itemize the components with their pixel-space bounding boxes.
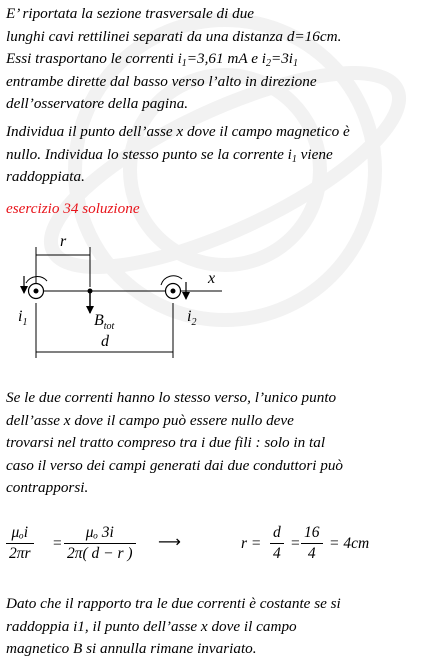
question-line: raddoppiata. xyxy=(6,168,85,186)
i2-label: $i_2$ xyxy=(187,308,197,328)
problem-statement xyxy=(6,3,442,116)
lhs-numerator: μₒi xyxy=(11,524,29,541)
solution-equation xyxy=(0,515,444,575)
conclusion-paragraph xyxy=(6,593,442,661)
implies-arrow: ⟶ xyxy=(158,532,181,551)
explanation-paragraph xyxy=(6,387,442,500)
r-equals: r = xyxy=(241,535,262,552)
solution-title: esercizio 34 soluzione xyxy=(6,200,140,217)
problem-line: =3i xyxy=(270,50,294,68)
equals-sign: = xyxy=(52,535,63,552)
problem-line: dell’osservatore della pagina. xyxy=(6,95,189,113)
explanation-line: trovarsi nel tratto compreso tra i due fili : solo in tal xyxy=(6,434,326,452)
fraction-numerator: 16 xyxy=(304,524,320,541)
d-over-4-fraction xyxy=(270,523,284,564)
explanation-line: dell’asse x dove il campo può essere nullo deve xyxy=(6,411,294,429)
subscript: 2 xyxy=(265,58,271,70)
explanation-line: Se le due correnti hanno lo stesso verso, l’unico punto xyxy=(6,389,337,406)
question-line: viene xyxy=(296,145,333,163)
lhs-fraction xyxy=(6,523,34,564)
problem-line: =3,61 mA e i xyxy=(186,50,266,68)
rhs-fraction xyxy=(64,523,136,564)
problem-line: E’ riportata la sezione trasversale di due xyxy=(6,5,255,22)
fraction-denominator: 4 xyxy=(307,545,316,562)
b-total-label: $B_{tot}$ xyxy=(94,312,115,332)
conclusion-line: raddoppia i1, il punto dell’asse x dove il campo xyxy=(6,617,297,635)
x-axis-label: x xyxy=(208,270,216,287)
question-line: Individua il punto dell’asse x dove il campo magnetico è xyxy=(6,123,350,140)
fraction-denominator: 4 xyxy=(273,545,281,562)
fraction-numerator: d xyxy=(273,524,281,541)
distance-value: d=16cm. xyxy=(286,27,342,45)
d-label: d xyxy=(101,333,109,350)
conclusion-line: magnetico B si annulla rimane invariato. xyxy=(6,640,257,658)
rhs-denominator: 2π( d − r ) xyxy=(67,545,133,562)
problem-line: entrambe dirette dal basso verso l’alto in direzione xyxy=(6,72,317,90)
rhs-numerator: μₒ 3i xyxy=(85,524,114,541)
problem-line: Essi trasportano le correnti i xyxy=(6,50,182,68)
equals-sign: = xyxy=(290,535,301,552)
conclusion-line: Dato che il rapporto tra le due correnti è costante se si xyxy=(6,595,341,612)
equation-result: = 4cm xyxy=(329,535,370,552)
i1-label: $i_1$ xyxy=(18,308,28,328)
wires-diagram xyxy=(0,225,444,365)
explanation-line: caso il verso dei campi generati dai due conduttori può xyxy=(6,456,344,474)
sixteen-over-4-fraction xyxy=(301,523,323,564)
subscript: 1 xyxy=(291,153,297,165)
problem-question xyxy=(6,121,442,189)
lhs-denominator: 2πr xyxy=(9,545,31,562)
explanation-line: contrapporsi. xyxy=(6,479,89,497)
r-label: r xyxy=(60,233,67,250)
question-line: nullo. Individua lo stesso punto se la corrente i xyxy=(6,145,292,163)
subscript: 1 xyxy=(293,58,299,70)
wire-2-symbol xyxy=(161,276,186,299)
subscript: 1 xyxy=(181,58,187,70)
problem-line: lunghi cavi rettilinei separati da una distanza xyxy=(6,27,287,45)
